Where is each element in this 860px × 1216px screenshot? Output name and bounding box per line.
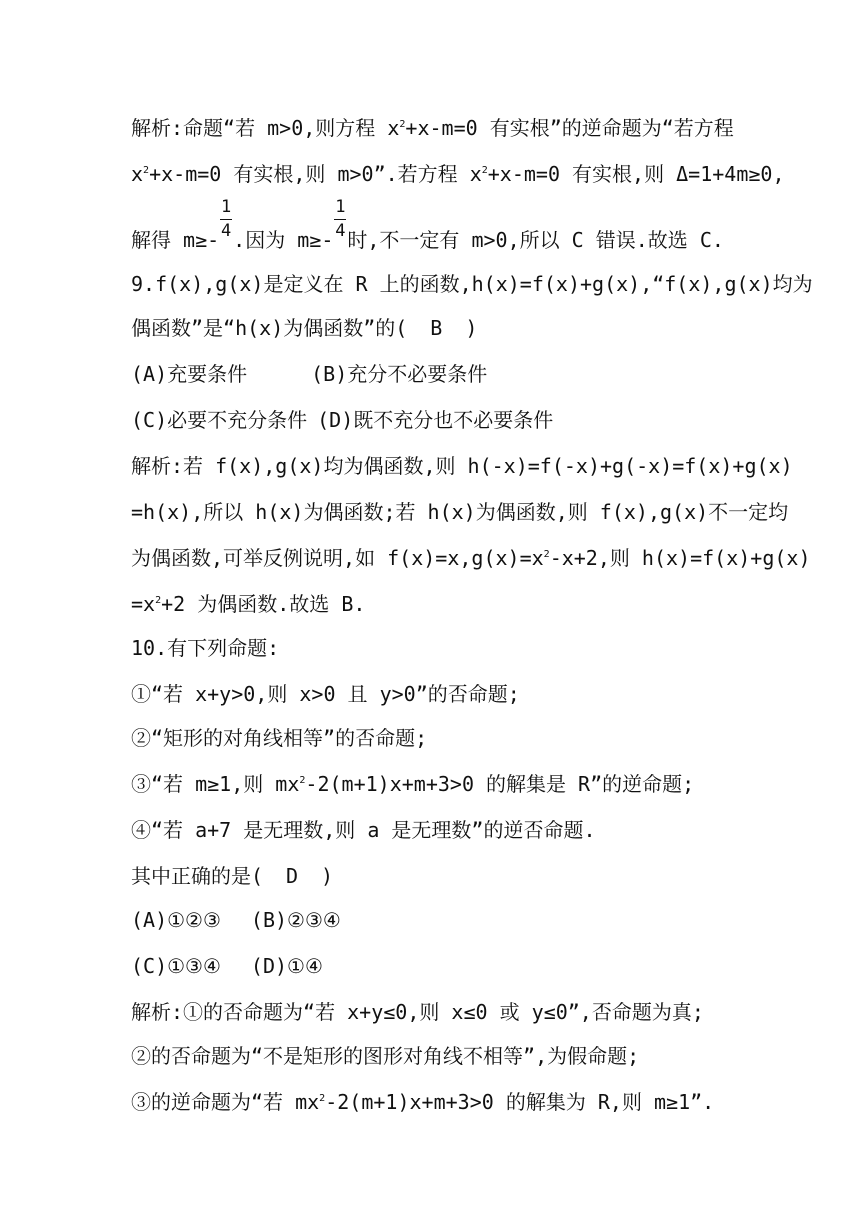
option-d: (D)既不充分也不必要条件: [317, 408, 554, 432]
fraction-bar: [220, 219, 232, 220]
superscript: 2: [399, 119, 406, 130]
text: ③“若 m≥1,则 mx: [131, 772, 300, 796]
solution-q10-line-1: 解析:①的否命题为“若 x+y≤0,则 x≤0 或 y≤0”,否命题为真;: [131, 1000, 704, 1024]
question-10-item-3: [131, 770, 751, 798]
solution-q8-line-2: [131, 160, 785, 188]
text: 解得 m≥-: [131, 228, 220, 252]
answer-choice: B: [430, 316, 443, 340]
question-10-title: 10.有下列命题:: [131, 636, 280, 660]
solution-q10-line-3: [131, 1088, 751, 1116]
question-9-options-cd: [131, 406, 751, 434]
text: +2 为偶函数.故选 B.: [161, 592, 366, 616]
solution-q10-line-2: ②的否命题为“不是矩形的图形对角线不相等”,为假命题;: [131, 1044, 640, 1068]
solution-q9-line-1: 解析:若 f(x),g(x)均为偶函数,则 h(-x)=f(-x)+g(-x)=f(x)+g(x): [131, 454, 793, 478]
text: +x-m=0 有实根,则 m>0”.若方程 x: [149, 162, 482, 186]
text: +x-m=0 有实根”的逆命题为“若方程: [405, 116, 734, 140]
text: =x: [131, 592, 156, 616]
fraction-numerator: 1: [335, 197, 346, 217]
question-10-ask: [131, 862, 751, 890]
text: +x-m=0 有实根,则 Δ=1+4m≥0,: [487, 162, 785, 186]
text: -2(m+1)x+m+3>0 的解集为 R,则 m≥1”.: [325, 1090, 715, 1114]
text: ): [321, 864, 334, 888]
option-b: (B)充分不必要条件: [311, 362, 488, 386]
question-9-options-ab: [131, 360, 751, 388]
fraction-numerator: 1: [221, 197, 232, 217]
fraction: [219, 197, 233, 247]
text: 时,不一定有 m>0,所以 C 错误.故选 C.: [347, 228, 724, 252]
superscript: 2: [143, 165, 150, 176]
question-10-options-cd: [131, 952, 751, 980]
option-c: (C)①③④: [131, 954, 221, 978]
solution-q9-line-4: [131, 590, 751, 618]
option-a: (A)①②③: [131, 908, 221, 932]
solution-q9-line-3: [131, 544, 811, 572]
question-10-item-2: ②“矩形的对角线相等”的否命题;: [131, 726, 428, 750]
option-a: (A)充要条件: [131, 362, 248, 386]
text: -x+2,则 h(x)=f(x)+g(x): [549, 546, 811, 570]
superscript: 2: [319, 1093, 326, 1104]
superscript: 2: [481, 165, 488, 176]
question-9-line-2: [131, 314, 751, 342]
solution-q8-line-3: [131, 197, 751, 254]
superscript: 2: [543, 549, 550, 560]
text: 偶函数”是“h(x)为偶函数”的(: [131, 316, 408, 340]
text: .因为 m≥-: [233, 228, 334, 252]
option-d: (D)①④: [250, 954, 323, 978]
text: x: [131, 162, 144, 186]
question-10-item-4: ④“若 a+7 是无理数,则 a 是无理数”的逆否命题.: [131, 818, 596, 842]
text: ③的逆命题为“若 mx: [131, 1090, 320, 1114]
text: 为偶函数,可举反例说明,如 f(x)=x,g(x)=x: [131, 546, 544, 570]
text: 其中正确的是(: [131, 864, 264, 888]
question-9-line-1: 9.f(x),g(x)是定义在 R 上的函数,h(x)=f(x)+g(x),“f(x),g(x)均为: [131, 272, 813, 296]
solution-q8-line-1: [131, 114, 751, 142]
text: ): [465, 316, 478, 340]
fraction-denominator: 4: [221, 221, 232, 241]
option-b: (B)②③④: [250, 908, 341, 932]
superscript: 2: [299, 775, 306, 786]
question-10-item-1: ①“若 x+y>0,则 x>0 且 y>0”的否命题;: [131, 682, 520, 706]
fraction-denominator: 4: [335, 221, 346, 241]
answer-choice: D: [286, 864, 299, 888]
superscript: 2: [155, 595, 162, 606]
fraction: [333, 197, 347, 247]
fraction-bar: [334, 219, 346, 220]
text: 解析:命题“若 m>0,则方程 x: [131, 116, 400, 140]
text: -2(m+1)x+m+3>0 的解集是 R”的逆命题;: [305, 772, 695, 796]
solution-q9-line-2: =h(x),所以 h(x)为偶函数;若 h(x)为偶函数,则 f(x),g(x)不一定均: [131, 500, 789, 524]
option-c: (C)必要不充分条件: [131, 408, 308, 432]
question-10-options-ab: [131, 906, 751, 934]
